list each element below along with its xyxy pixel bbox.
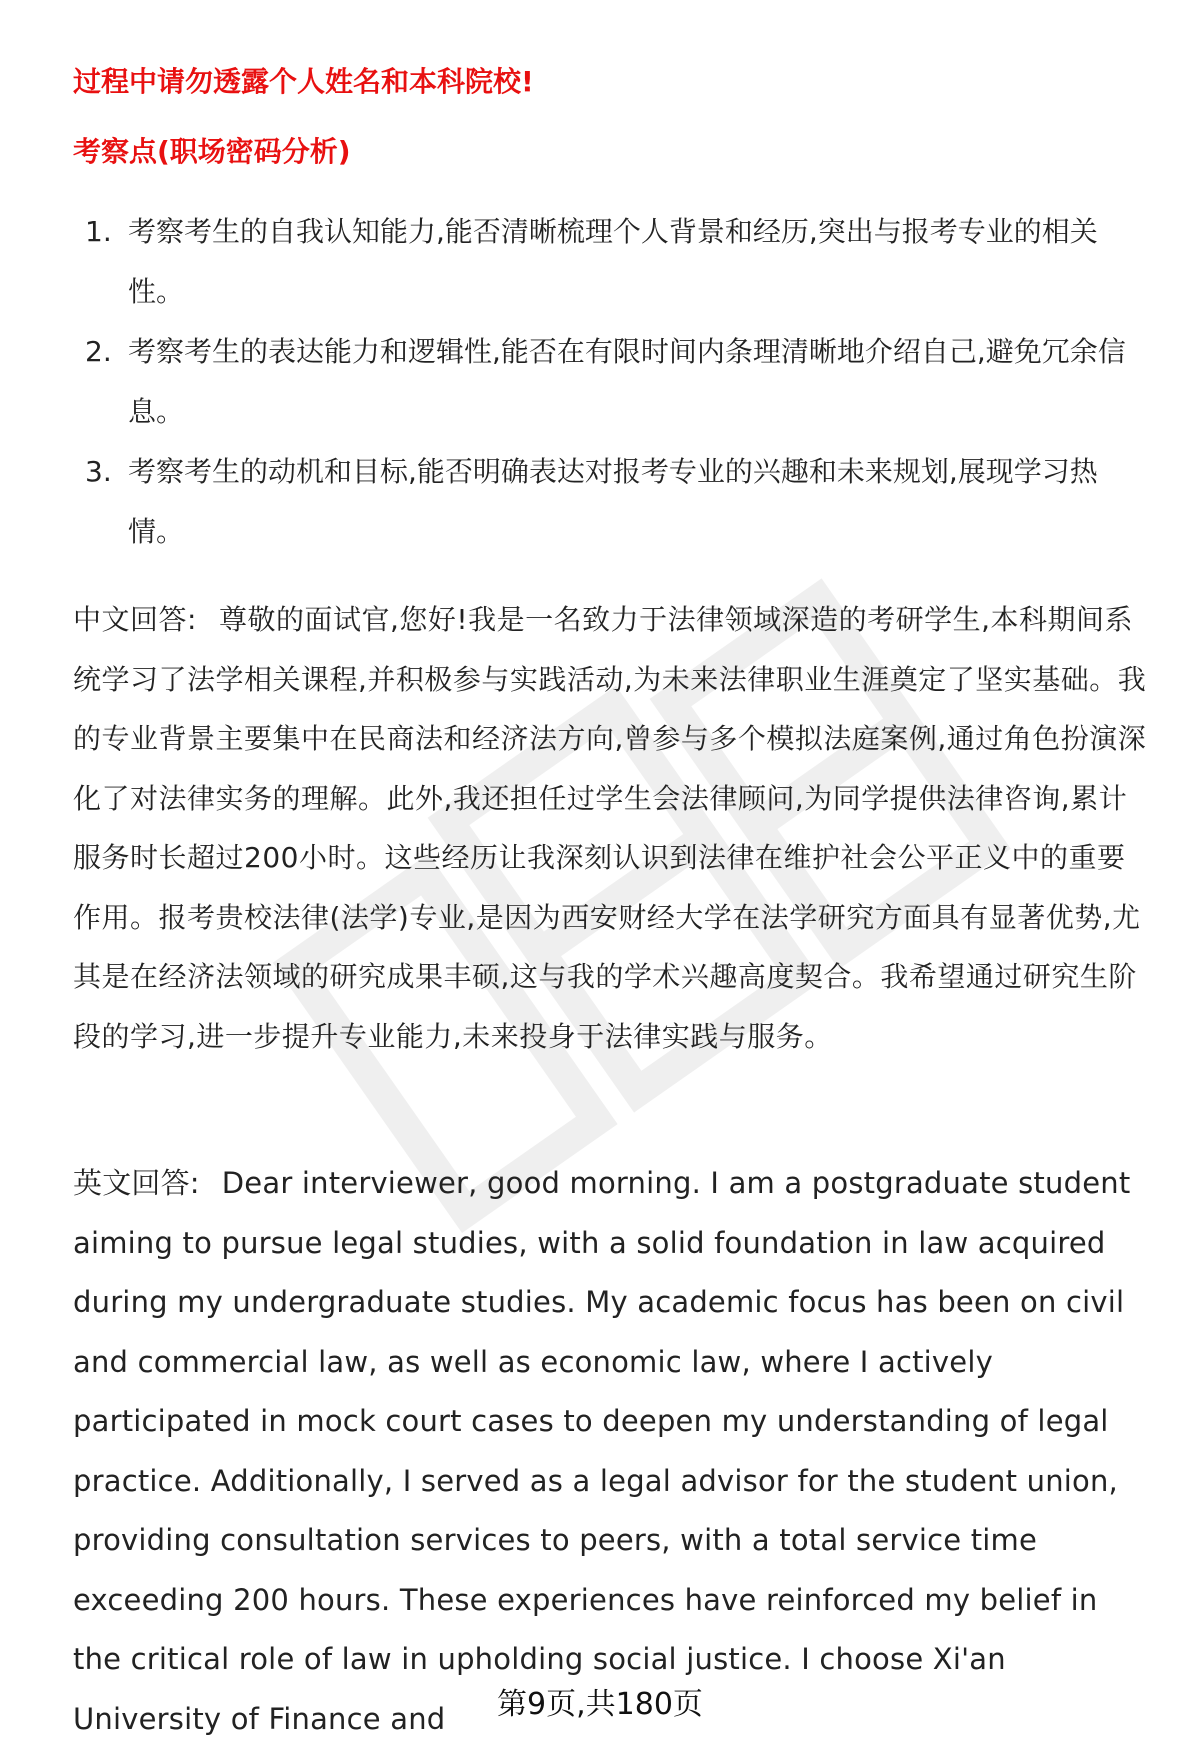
list-item bbox=[73, 442, 1153, 562]
list-item-text: 考察考生的自我认知能力,能否清晰梳理个人背景和经历,突出与报考专业的相关性。 bbox=[128, 215, 1098, 308]
english-answer-paragraph bbox=[73, 1154, 1153, 1749]
list-item bbox=[73, 202, 1153, 322]
list-item bbox=[73, 322, 1153, 442]
warning-heading: 过程中请勿透露个人姓名和本科院校! bbox=[73, 65, 534, 98]
english-answer-text: Dear interviewer, good morning. I am a postgraduate student aiming to pursue legal studies, with a solid foundation in law acquired during my undergraduate studies. My academic focus has been on civil and commercial law, as well as economic law, where I actively participated in mock court cases to deepen my understanding of legal practice. Additionally, I served as a legal advisor for the student union, providing consultation services to peers, with a total service time exceeding 200 hours. These experiences have reinforced my belief in the critical role of law in upholding social justice. I choose Xi'an University of Finance and bbox=[73, 1166, 1131, 1736]
page-number-footer: 第9页,共180页 bbox=[497, 1687, 703, 1722]
chinese-answer-label: 中文回答: bbox=[73, 603, 197, 636]
assessment-criteria-list bbox=[73, 202, 1153, 562]
chinese-answer-text: 尊敬的面试官,您好!我是一名致力于法律领域深造的考研学生,本科期间系统学习了法学相关课程,并积极参与实践活动,为未来法律职业生涯奠定了坚实基础。我的专业背景主要集中在民商法和经济法方向,曾参与多个模拟法庭案例,通过角色扮演深化了对法律实务的理解。此外,我还担任过学生会法律顾问,为同学提供法律咨询,累计服务时长超过200小时。这些经历让我深刻认识到法律在维护社会公平正义中的重要作用。报考贵校法律(法学)专业,是因为西安财经大学在法学研究方面具有显著优势,尤其是在经济法领域的研究成果丰硕,这与我的学术兴趣高度契合。我希望通过研究生阶段的学习,进一步提升专业能力,未来投身于法律实践与服务。 bbox=[73, 603, 1147, 1053]
list-item-number: 3. bbox=[85, 455, 112, 488]
list-item-number: 1. bbox=[85, 215, 112, 248]
chinese-answer-paragraph bbox=[73, 590, 1153, 1066]
list-item-text: 考察考生的动机和目标,能否明确表达对报考专业的兴趣和未来规划,展现学习热情。 bbox=[128, 455, 1098, 548]
english-answer-label: 英文回答: bbox=[73, 1166, 200, 1200]
assessment-points-heading: 考察点(职场密码分析) bbox=[73, 135, 351, 168]
list-item-number: 2. bbox=[85, 335, 112, 368]
list-item-text: 考察考生的表达能力和逻辑性,能否在有限时间内条理清晰地介绍自己,避免冗余信息。 bbox=[128, 335, 1126, 428]
